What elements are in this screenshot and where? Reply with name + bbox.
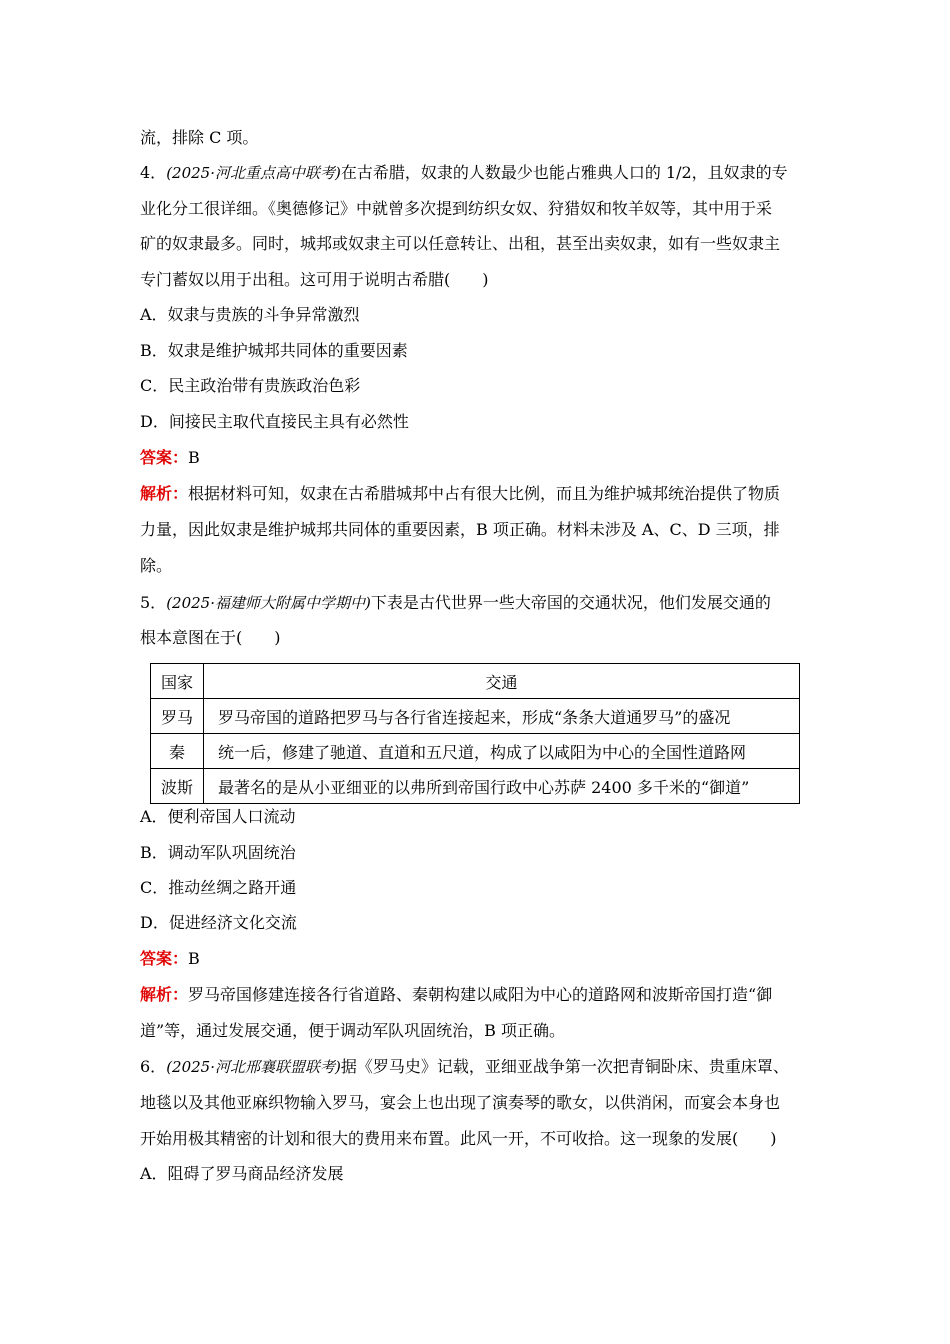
q4-option-a: A．奴隶与贵族的斗争异常激烈 bbox=[140, 305, 360, 324]
q4-number: 4． bbox=[140, 163, 167, 182]
table-row bbox=[151, 734, 800, 769]
q5-answer: 答案：B bbox=[140, 949, 200, 968]
q6-option-a: A．阻碍了罗马商品经济发展 bbox=[140, 1164, 344, 1183]
q4-stem-line-2: 业化分工很详细。《奥德修记》中就曾多次提到纺织女奴、狩猎奴和牧羊奴等，其中用于采 bbox=[140, 199, 773, 218]
table-cell-transport: 统一后，修建了驰道、直道和五尺道，构成了以咸阳为中心的全国性道路网 bbox=[204, 734, 800, 769]
q5-source: (2025·福建师大附属中学期中) bbox=[166, 594, 371, 612]
answer-label: 答案： bbox=[140, 949, 189, 968]
table-row bbox=[151, 769, 800, 804]
q5-analysis-line-2: 道”等，通过发展交通，便于调动军队巩固统治，B 项正确。 bbox=[140, 1021, 566, 1040]
table-header-transport: 交通 bbox=[204, 664, 800, 699]
q4-analysis-line-3: 除。 bbox=[140, 556, 173, 575]
q6-stem-line-2: 地毯以及其他亚麻织物输入罗马，宴会上也出现了演奏琴的歌女，以供消闲，而宴会本身也 bbox=[140, 1093, 781, 1112]
table-cell-country: 秦 bbox=[151, 734, 204, 769]
q6-number: 6． bbox=[140, 1057, 167, 1076]
table-cell-transport: 罗马帝国的道路把罗马与各行省连接起来，形成“条条大道通罗马”的盛况 bbox=[204, 699, 800, 734]
table-header-row bbox=[151, 664, 800, 699]
table-cell-country: 罗马 bbox=[151, 699, 204, 734]
q6-source: (2025·河北邢襄联盟联考) bbox=[166, 1058, 341, 1076]
table-cell-country: 波斯 bbox=[151, 769, 204, 804]
transport-table bbox=[150, 663, 800, 804]
q6-stem-line-1: 6．(2025·河北邢襄联盟联考)据《罗马史》记载，亚细亚战争第一次把青铜卧床、贵重床罩、 bbox=[140, 1057, 789, 1076]
previous-analysis-tail: 流，排除 C 项。 bbox=[140, 128, 259, 147]
q5-stem-line-1: 5．(2025·福建师大附属中学期中)下表是古代世界一些大帝国的交通状况，他们发展交通的 bbox=[140, 593, 771, 612]
q6-stem-line-3: 开始用极其精密的计划和很大的费用来布置。此风一开，不可收拾。这一现象的发展( ) bbox=[140, 1129, 777, 1148]
q4-stem-line-1: 4．(2025·河北重点高中联考)在古希腊，奴隶的人数最少也能占雅典人口的 1/2，且奴隶的专 bbox=[140, 163, 788, 182]
q4-stem-line-4: 专门蓄奴以用于出租。这可用于说明古希腊( ) bbox=[140, 270, 489, 289]
table-row bbox=[151, 699, 800, 734]
q5-number: 5． bbox=[140, 593, 167, 612]
q5-option-d: D．促进经济文化交流 bbox=[140, 913, 297, 932]
q4-analysis-line-2: 力量，因此奴隶是维护城邦共同体的重要因素，B 项正确。材料未涉及 A、C、D 三项，排 bbox=[140, 520, 780, 539]
q4-source: (2025·河北重点高中联考) bbox=[166, 164, 341, 182]
table-cell-transport: 最著名的是从小亚细亚的以弗所到帝国行政中心苏萨 2400 多千米的“御道” bbox=[204, 769, 800, 804]
q4-option-d: D．间接民主取代直接民主具有必然性 bbox=[140, 412, 409, 431]
q4-option-c: C．民主政治带有贵族政治色彩 bbox=[140, 376, 361, 395]
analysis-label: 解析： bbox=[140, 985, 189, 1004]
q5-stem-line-2: 根本意图在于( ) bbox=[140, 628, 281, 647]
q4-answer: 答案：B bbox=[140, 448, 200, 467]
q5-option-a: A．便利帝国人口流动 bbox=[140, 807, 296, 826]
q5-option-c: C．推动丝绸之路开通 bbox=[140, 878, 297, 897]
q4-analysis-line-1: 解析：根据材料可知，奴隶在古希腊城邦中占有很大比例，而且为维护城邦统治提供了物质 bbox=[140, 484, 781, 503]
table-header-country: 国家 bbox=[151, 664, 204, 699]
analysis-label: 解析： bbox=[140, 484, 189, 503]
q5-analysis-line-1: 解析：罗马帝国修建连接各行省道路、秦朝构建以咸阳为中心的道路网和波斯帝国打造“御 bbox=[140, 985, 773, 1004]
q4-stem-line-3: 矿的奴隶最多。同时，城邦或奴隶主可以任意转让、出租，甚至出卖奴隶，如有一些奴隶主 bbox=[140, 234, 781, 253]
q4-option-b: B．奴隶是维护城邦共同体的重要因素 bbox=[140, 341, 408, 360]
q5-option-b: B．调动军队巩固统治 bbox=[140, 843, 296, 862]
answer-label: 答案： bbox=[140, 448, 189, 467]
